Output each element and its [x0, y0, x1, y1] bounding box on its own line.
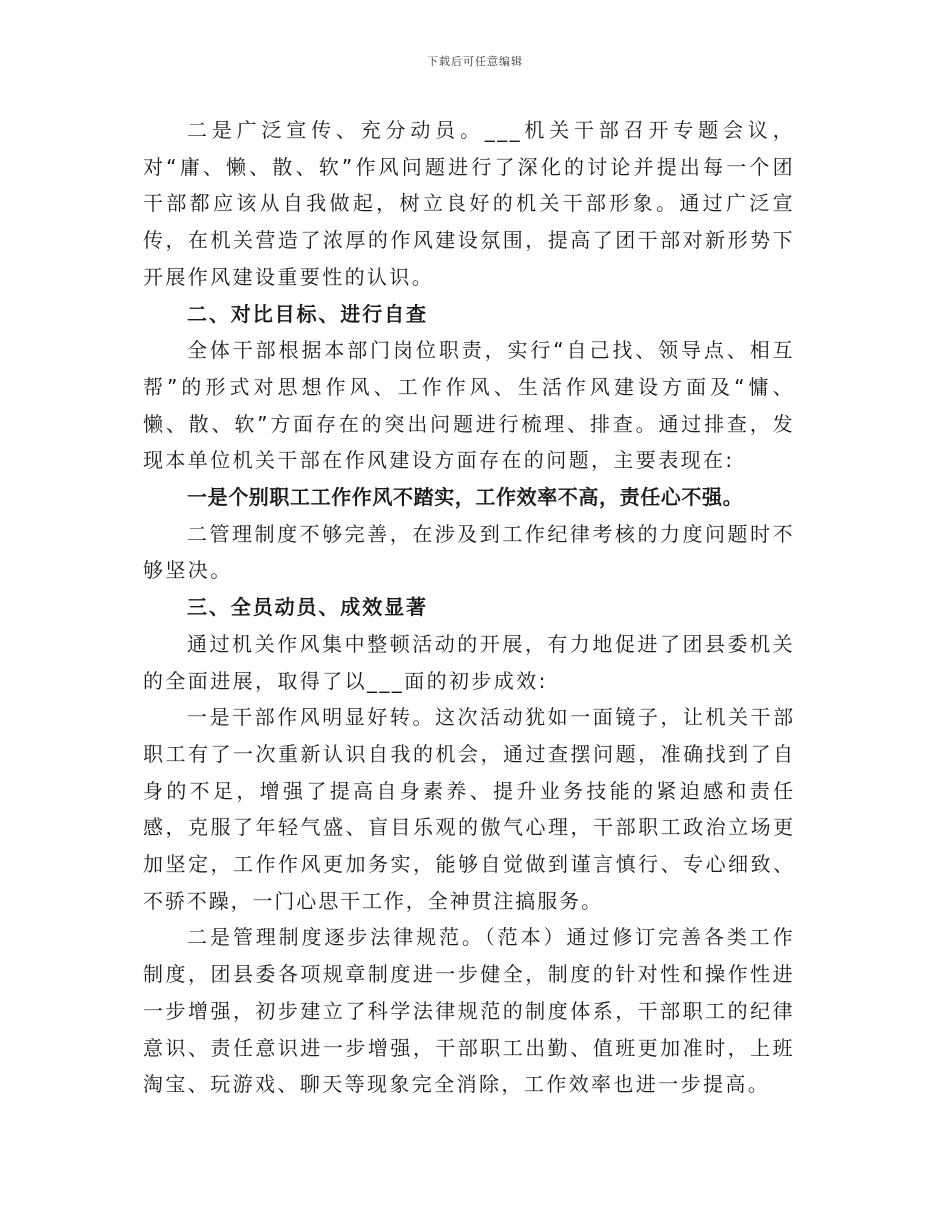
- paragraph-publicity: 二是广泛宣传、充分动员。___机关干部召开专题会议，对“庸、懒、散、软”作风问题进行了深化的讨论并提出每一个团干部都应该从自我做起，树立良好的机关干部形象。通过广泛宣传，在机关营造了浓厚的作风建设氛围，提高了团干部对新形势下开展作风建设重要性的认识。: [143, 118, 795, 289]
- page-header-note: 下载后可任意编辑: [427, 55, 523, 68]
- paragraph-results-intro: 通过机关作风集中整顿活动的开展，有力地促进了团县委机关的全面进展，取得了以___面的初步成效:: [143, 631, 795, 693]
- paragraph-self-check: 全体干部根据本部门岗位职责，实行“自己找、领导点、相互帮”的形式对思想作风、工作作风、生活作风建设方面及“慵、懒、散、软”方面存在的突出问题进行梳理、排查。通过排查，发现本单位机关干部在作风建设方面存在的问题，主要表现在:: [143, 338, 795, 473]
- document-body: [143, 112, 795, 1103]
- section-heading-results: 三、全员动员、成效显著: [187, 595, 428, 620]
- section-heading-self-check: 二、对比目标、进行自查: [187, 301, 428, 326]
- paragraph-result-two: 二是管理制度逐步法律规范。（范本）通过修订完善各类工作制度，团县委各项规章制度进一步健全，制度的针对性和操作性进一步增强，初步建立了科学法律规范的制度体系，干部职工的纪律意识、责任意识进一步增强，干部职工出勤、值班更加准时，上班淘宝、玩游戏、聊天等现象完全消除，工作效率也进一步提高。: [143, 925, 795, 1097]
- paragraph-result-one: 一是干部作风明显好转。这次活动犹如一面镜子，让机关干部职工有了一次重新认识自我的机会，通过查摆问题，准确找到了自身的不足，增强了提高自身素养、提升业务技能的紧迫感和责任感，克服了年轻气盛、盲目乐观的傲气心理，干部职工政治立场更加坚定，工作作风更加务实，能够自觉做到谨言慎行、专心细致、不骄不躁，一门心思干工作，全神贯注搞服务。: [143, 705, 795, 913]
- paragraph-problem-one: 一是个别职工工作作风不踏实，工作效率不高，责任心不强。: [187, 485, 744, 510]
- paragraph-problem-two: 二管理制度不够完善，在涉及到工作纪律考核的力度问题时不够坚决。: [143, 521, 795, 583]
